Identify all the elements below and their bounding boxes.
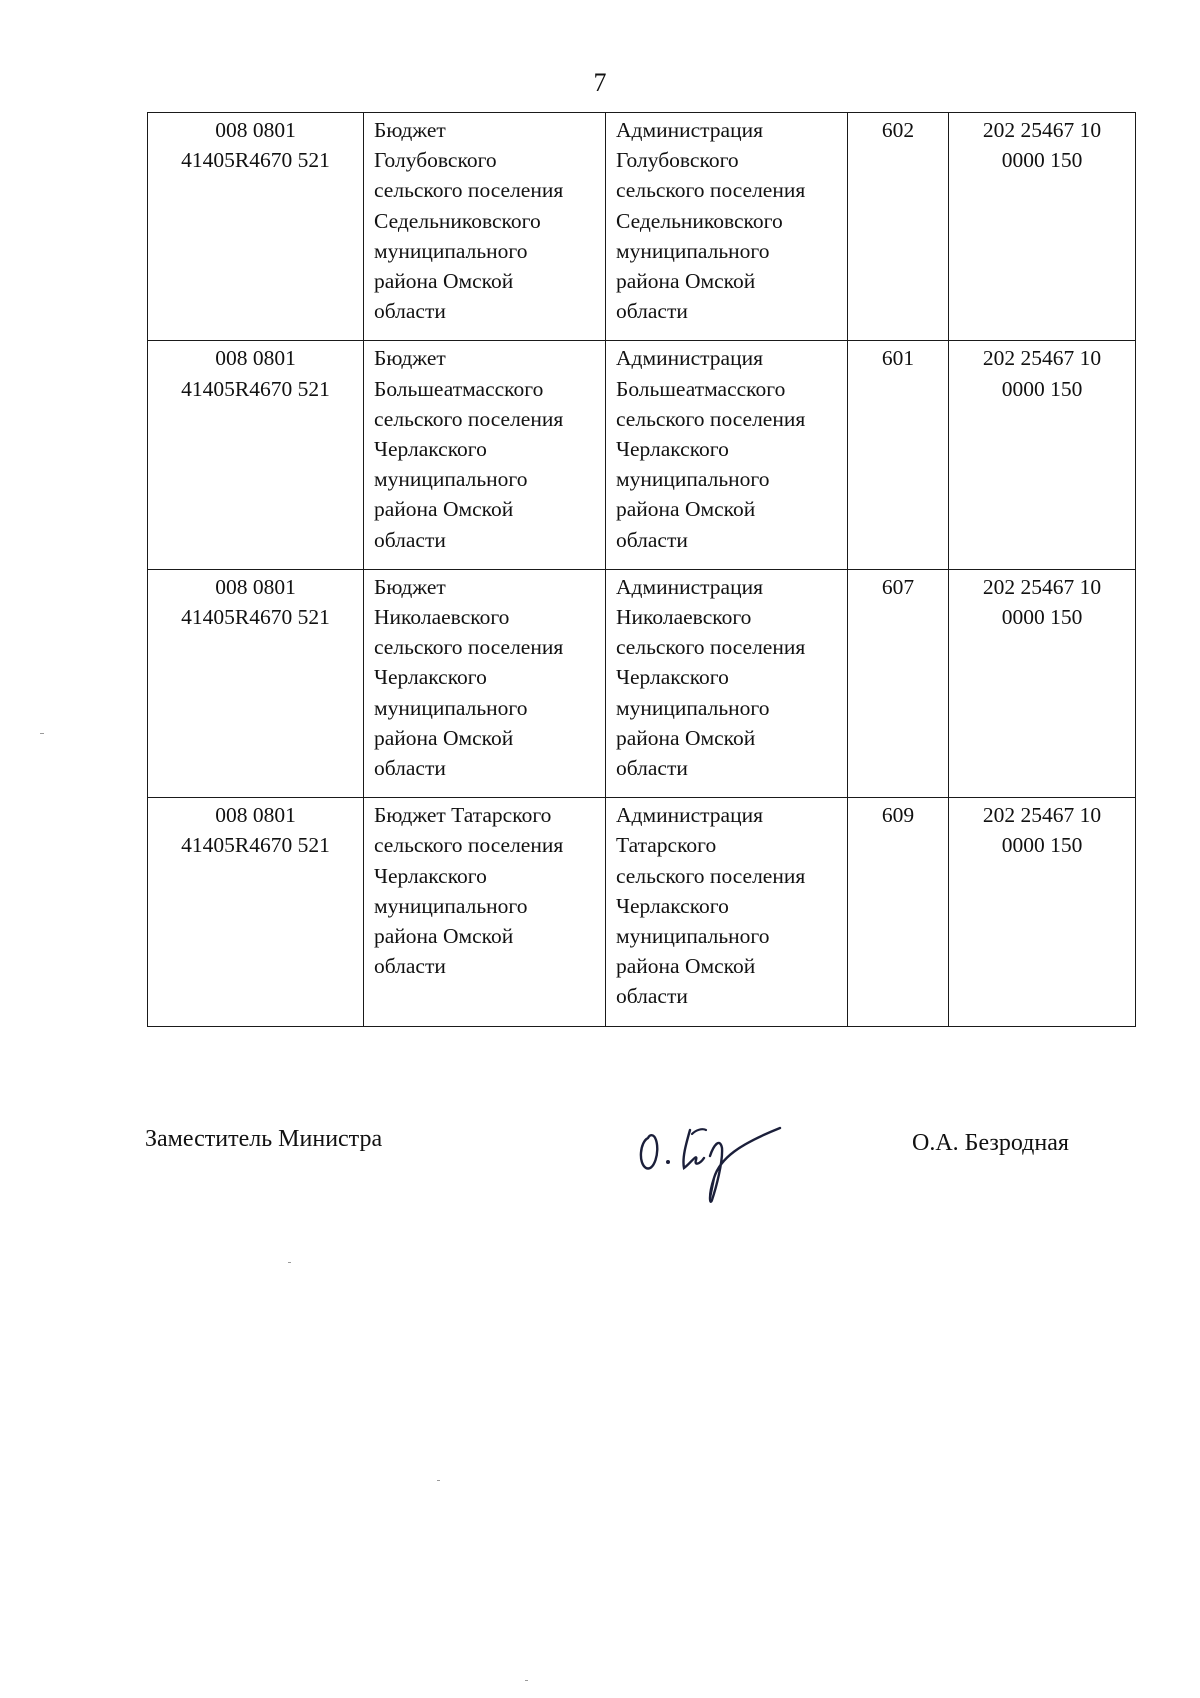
administration-cell-line: Николаевского xyxy=(616,605,752,630)
code-cell xyxy=(148,798,364,1026)
administration-cell-line: области xyxy=(616,299,688,324)
administration-cell-line: Администрация xyxy=(616,574,763,599)
administration-cell-line: муниципального xyxy=(616,695,770,720)
administration-cell-line: Администрация xyxy=(616,803,763,828)
budget-cell-line: Голубовского xyxy=(374,148,497,173)
table-row xyxy=(148,341,1136,569)
code-cell-line: 41405R4670 521 xyxy=(181,605,330,630)
administration-cell-line: сельского поселения xyxy=(616,863,806,888)
budget-table-body xyxy=(148,113,1136,1027)
kbk-cell-line: 202 25467 10 xyxy=(982,574,1102,599)
administration-cell-line: района Омской xyxy=(616,269,756,294)
kbk-cell-line: 0000 150 xyxy=(1001,605,1083,630)
table-row xyxy=(148,798,1136,1026)
administration-cell-line: сельского поселения xyxy=(616,406,806,431)
budget-cell-line: Большеатмасского xyxy=(374,376,544,401)
budget-cell-line: сельского поселения xyxy=(374,406,564,431)
administration-cell-line: Седельниковского xyxy=(616,208,783,233)
administration-cell-line: Черлакского xyxy=(616,437,729,462)
admin-code-cell xyxy=(848,113,949,341)
budget-cell-line: района Омской xyxy=(374,924,514,949)
budget-cell-line: муниципального xyxy=(374,238,528,263)
budget-cell xyxy=(364,113,606,341)
scan-speck xyxy=(437,1480,440,1481)
administration-cell-line: Администрация xyxy=(616,118,763,142)
code-cell xyxy=(148,569,364,797)
administration-cell-line: Черлакского xyxy=(616,893,729,918)
budget-cell xyxy=(364,341,606,569)
code-cell xyxy=(148,113,364,341)
budget-cell-line: Бюджет xyxy=(374,574,446,599)
code-cell-line: 41405R4670 521 xyxy=(181,376,330,401)
handwritten-signature xyxy=(630,1108,800,1208)
administration-cell-line: сельского поселения xyxy=(616,635,806,660)
budget-cell-line: области xyxy=(374,954,446,979)
budget-cell-line: Черлакского xyxy=(374,665,487,690)
scan-speck xyxy=(288,1262,291,1263)
budget-cell-line: сельского поселения xyxy=(374,635,564,660)
budget-cell-line: района Омской xyxy=(374,269,514,294)
budget-cell-line: сельского поселения xyxy=(374,178,564,203)
administration-cell xyxy=(606,569,848,797)
administration-cell-line: сельского поселения xyxy=(616,178,806,203)
budget-cell-line: муниципального xyxy=(374,695,528,720)
kbk-cell xyxy=(949,798,1136,1026)
administration-cell-line: района Омской xyxy=(616,725,756,750)
signer-name: О.А. Безродная xyxy=(912,1130,1069,1156)
budget-cell-line: области xyxy=(374,299,446,324)
administration-cell-line: области xyxy=(616,984,688,1009)
code-cell-line: 41405R4670 521 xyxy=(181,833,330,858)
code-cell-line: 008 0801 xyxy=(215,118,296,142)
administration-cell-line: области xyxy=(616,527,688,552)
budget-cell xyxy=(364,569,606,797)
scan-speck xyxy=(40,733,44,734)
admin-code-cell-value: 602 xyxy=(881,118,915,142)
budget-cell-line: Черлакского xyxy=(374,863,487,888)
administration-cell-line: муниципального xyxy=(616,238,770,263)
budget-cell-line: муниципального xyxy=(374,893,528,918)
budget-cell-line: Бюджет xyxy=(374,118,446,142)
administration-cell-line: Черлакского xyxy=(616,665,729,690)
kbk-cell xyxy=(949,341,1136,569)
admin-code-cell xyxy=(848,569,949,797)
code-cell-line: 008 0801 xyxy=(215,346,296,371)
admin-code-cell-value: 601 xyxy=(881,346,915,371)
administration-cell-line: области xyxy=(616,756,688,781)
administration-cell xyxy=(606,798,848,1026)
budget-cell-line: области xyxy=(374,756,446,781)
budget-cell-line: Бюджет Татарского xyxy=(374,803,552,828)
administration-cell-line: района Омской xyxy=(616,497,756,522)
signer-title: Заместитель Министра xyxy=(145,1126,383,1152)
administration-cell xyxy=(606,341,848,569)
budget-cell-line: Черлакского xyxy=(374,437,487,462)
kbk-cell-line: 202 25467 10 xyxy=(982,346,1102,371)
code-cell xyxy=(148,341,364,569)
table-row xyxy=(148,569,1136,797)
kbk-cell-line: 202 25467 10 xyxy=(982,803,1102,828)
kbk-cell-line: 0000 150 xyxy=(1001,148,1083,173)
budget-cell-line: района Омской xyxy=(374,497,514,522)
kbk-cell-line: 202 25467 10 xyxy=(982,118,1102,142)
signature-block xyxy=(0,1118,1200,1228)
budget-cell-line: Бюджет xyxy=(374,346,446,371)
budget-cell-line: сельского поселения xyxy=(374,833,564,858)
budget-cell-line: области xyxy=(374,527,446,552)
administration-cell-line: муниципального xyxy=(616,467,770,492)
kbk-cell xyxy=(949,113,1136,341)
budget-cell-line: муниципального xyxy=(374,467,528,492)
budget-table xyxy=(147,112,1136,1027)
kbk-cell-line: 0000 150 xyxy=(1001,376,1083,401)
administration-cell-line: района Омской xyxy=(616,954,756,979)
budget-cell-line: района Омской xyxy=(374,725,514,750)
kbk-cell-line: 0000 150 xyxy=(1001,833,1083,858)
admin-code-cell xyxy=(848,798,949,1026)
budget-cell-line: Николаевского xyxy=(374,605,510,630)
admin-code-cell-value: 607 xyxy=(881,574,915,599)
administration-cell-line: Администрация xyxy=(616,346,763,371)
administration-cell xyxy=(606,113,848,341)
signature-icon xyxy=(630,1108,800,1208)
code-cell-line: 41405R4670 521 xyxy=(181,148,330,173)
administration-cell-line: муниципального xyxy=(616,924,770,949)
code-cell-line: 008 0801 xyxy=(215,574,296,599)
admin-code-cell-value: 609 xyxy=(881,803,915,828)
table-row xyxy=(148,113,1136,341)
code-cell-line: 008 0801 xyxy=(215,803,296,828)
budget-cell xyxy=(364,798,606,1026)
scan-speck xyxy=(525,1680,528,1681)
kbk-cell xyxy=(949,569,1136,797)
admin-code-cell xyxy=(848,341,949,569)
administration-cell-line: Большеатмасского xyxy=(616,376,786,401)
page-number: 7 xyxy=(593,68,607,97)
budget-cell-line: Седельниковского xyxy=(374,208,541,233)
administration-cell-line: Голубовского xyxy=(616,148,739,173)
administration-cell-line: Татарского xyxy=(616,833,717,858)
